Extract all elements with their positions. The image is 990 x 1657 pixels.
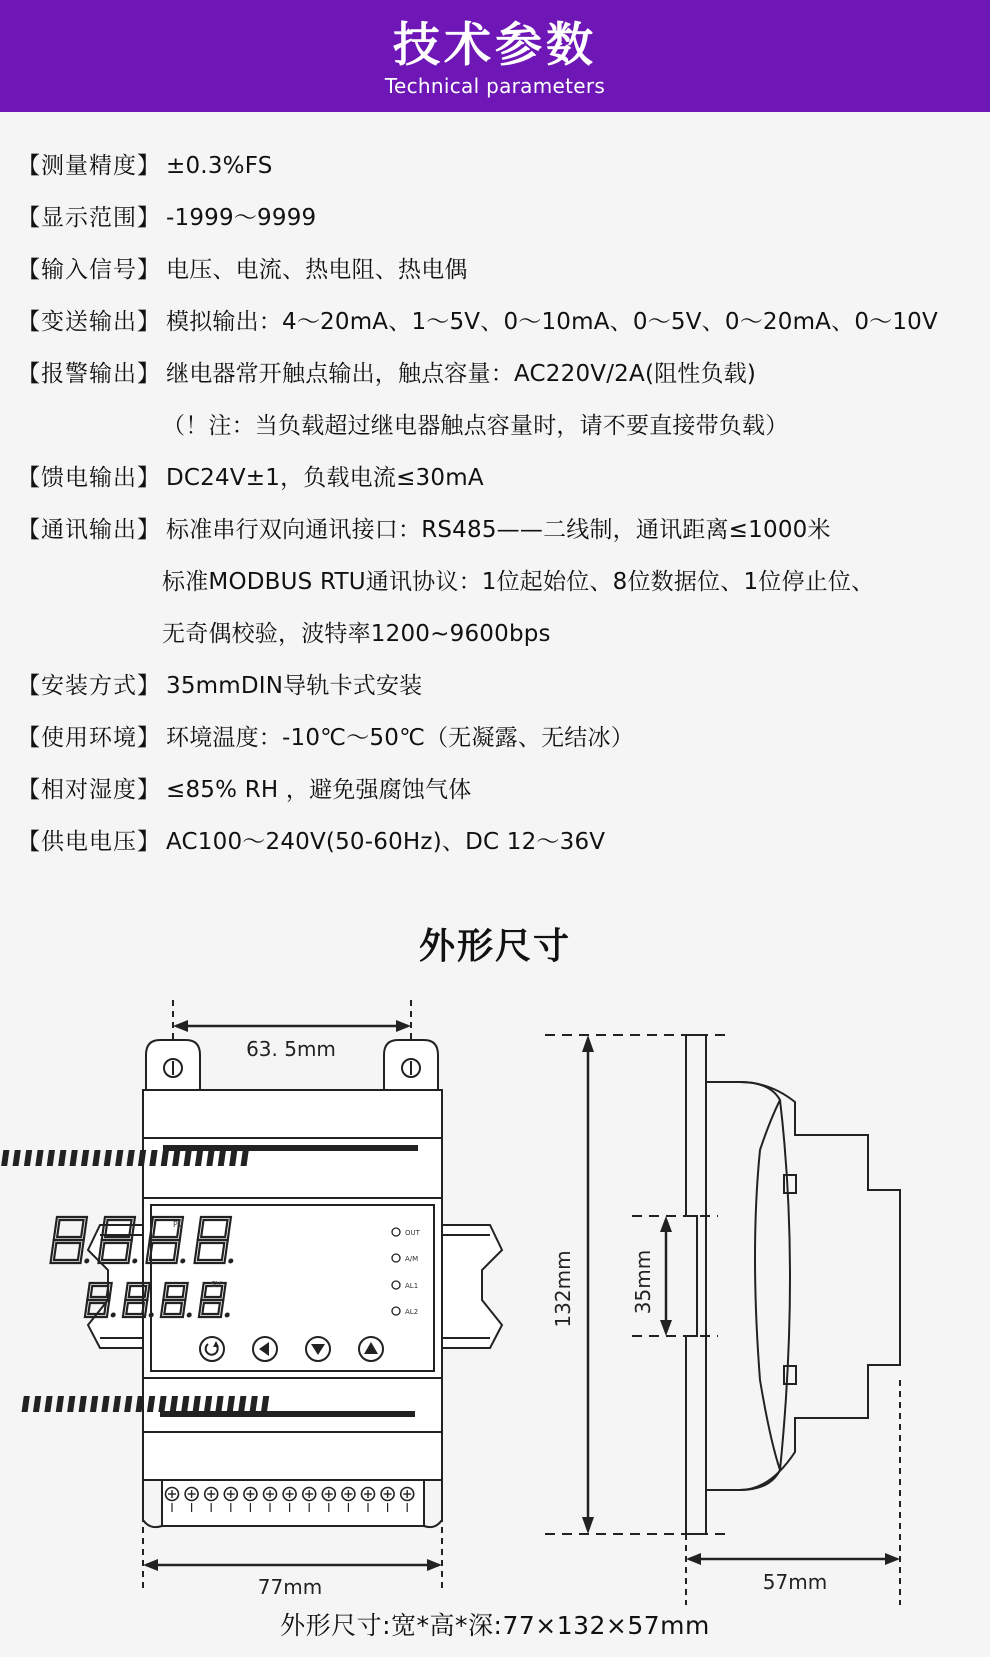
- vent-slot: [113, 1396, 121, 1412]
- spec-value: 电压、电流、热电阻、热电偶: [166, 257, 468, 283]
- vent-slot: [44, 1396, 52, 1412]
- spec-row: [0, 556, 990, 608]
- pv-label: PV: [173, 1220, 184, 1229]
- spec-value: ≤85% RH ，避免强腐蚀气体: [166, 777, 472, 803]
- spec-row: [0, 244, 990, 296]
- vent-slot: [67, 1396, 75, 1412]
- spec-row: [0, 296, 990, 348]
- indicator-out-label: OUT: [405, 1229, 420, 1237]
- vent-slot: [58, 1150, 66, 1166]
- vent-slot: [79, 1396, 87, 1412]
- spec-row: [0, 504, 990, 556]
- vent-slot: [92, 1150, 100, 1166]
- dimension-height: 132mm: [551, 1250, 575, 1328]
- dimension-depth: 57mm: [762, 1570, 828, 1594]
- spec-row: [0, 608, 990, 660]
- spec-value: 标准串行双向通讯接口：RS485——二线制，通讯距离≤1000米: [166, 517, 831, 543]
- spec-list: [0, 140, 990, 868]
- spec-value: 35mmDIN导轨卡式安装: [166, 673, 423, 699]
- vent-slot: [1, 1150, 9, 1166]
- spec-row: [0, 816, 990, 868]
- vent-slot: [35, 1150, 43, 1166]
- seven-segment-digit: [50, 1217, 95, 1264]
- spec-label: 【变送输出】: [17, 309, 161, 335]
- dimension-caption: 外形尺寸:宽*高*深:77×132×57mm: [280, 1611, 710, 1640]
- spec-label: 【输入信号】: [17, 257, 161, 283]
- vent-slot: [90, 1396, 98, 1412]
- vent-slot: [115, 1150, 123, 1166]
- vent-slot: [22, 1396, 30, 1412]
- vent-slot: [47, 1150, 55, 1166]
- indicator-al2-label: AL2: [405, 1308, 419, 1316]
- spec-row: [0, 764, 990, 816]
- spec-label: 【相对湿度】: [17, 777, 161, 803]
- vent-slot: [104, 1150, 112, 1166]
- spec-value: 模拟输出：4～20mA、1～5V、0～10mA、0～5V、0～20mA、0～10V: [166, 309, 938, 335]
- spec-value: 环境温度：-10℃～50℃（无凝露、无结冰）: [166, 725, 634, 751]
- page-subtitle: Technical parameters: [384, 74, 606, 98]
- spec-row: [0, 660, 990, 712]
- spec-value: -1999～9999: [166, 205, 317, 231]
- spec-label: 【馈电输出】: [17, 465, 161, 491]
- section-title-dimensions: 外形尺寸: [418, 926, 571, 967]
- vent-slot: [127, 1150, 135, 1166]
- vent-slot: [24, 1150, 32, 1166]
- page-title: 技术参数: [393, 18, 597, 73]
- vent-slot: [124, 1396, 132, 1412]
- vent-slot: [33, 1396, 41, 1412]
- spec-label: 【供电电压】: [17, 829, 161, 855]
- vent-slot: [56, 1396, 64, 1412]
- spec-value: 继电器常开触点输出，触点容量：AC220V/2A(阻性负载): [166, 361, 757, 387]
- vent-slot: [81, 1150, 89, 1166]
- spec-value: ±0.3%FS: [166, 153, 273, 179]
- dimension-rail: 35mm: [631, 1249, 655, 1315]
- spec-row: [0, 712, 990, 764]
- spec-label: 【使用环境】: [17, 725, 161, 751]
- spec-row: [0, 140, 990, 192]
- spec-label: 【显示范围】: [17, 205, 161, 231]
- spec-label: 【安装方式】: [17, 673, 161, 699]
- sv-label: SV: [211, 1280, 222, 1289]
- spec-value: DC24V±1，负载电流≤30mA: [166, 465, 484, 491]
- spec-row: [0, 400, 990, 452]
- vent-slot: [101, 1396, 109, 1412]
- spec-row: [0, 452, 990, 504]
- spec-value: AC100～240V(50-60Hz)、DC 12～36V: [166, 829, 606, 855]
- side-view: [545, 1035, 900, 1605]
- spec-value: （！注：当负载超过继电器触点容量时，请不要直接带负载）: [162, 413, 789, 439]
- dimension-drawing: [0, 980, 990, 1610]
- spec-value: 标准MODBUS RTU通讯协议：1位起始位、8位数据位、1位停止位、: [162, 569, 875, 595]
- spec-row: [0, 192, 990, 244]
- indicator-al1-label: AL1: [405, 1282, 419, 1290]
- indicator-am-label: A/M: [405, 1255, 419, 1263]
- spec-value: 无奇偶校验，波特率1200~9600bps: [162, 621, 551, 647]
- vent-slot: [70, 1150, 78, 1166]
- spec-row: [0, 348, 990, 400]
- dimension-width-bottom: 77mm: [257, 1575, 323, 1599]
- header-banner: [0, 0, 990, 112]
- spec-label: 【测量精度】: [17, 153, 161, 179]
- spec-label: 【报警输出】: [17, 361, 161, 387]
- vent-slot: [13, 1150, 21, 1166]
- dimension-width-top: 63. 5mm: [246, 1037, 336, 1061]
- spec-label: 【通讯输出】: [17, 517, 161, 543]
